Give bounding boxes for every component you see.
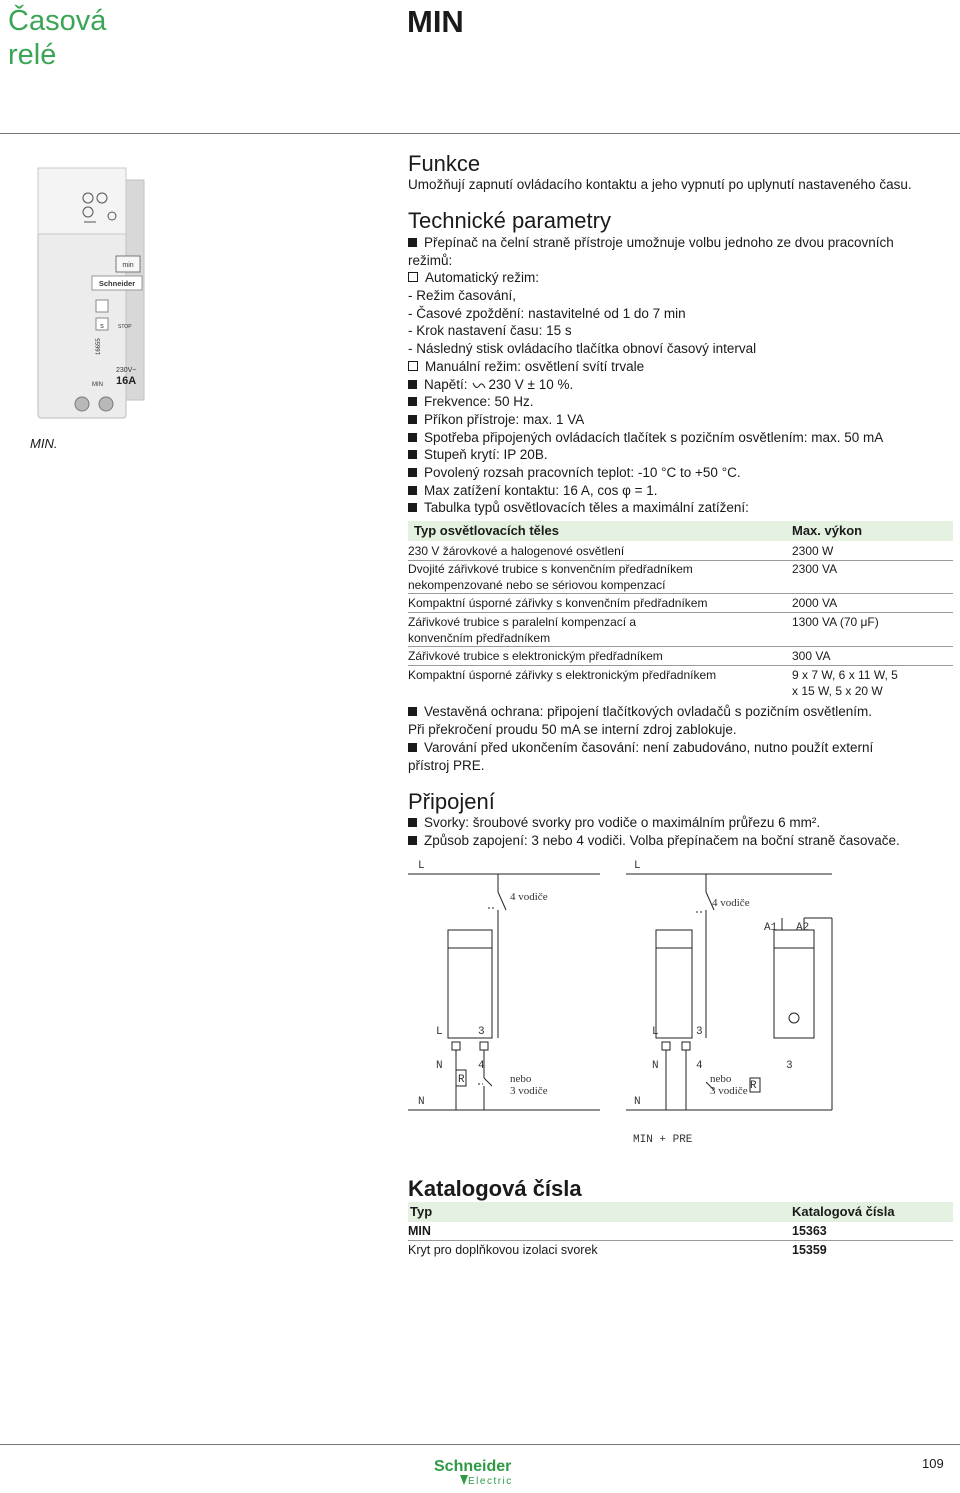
catalog-heading: Katalogová čísla [408,1176,582,1201]
diagram-right-term-3: 3 [696,1026,703,1038]
param-text: Tabulka typů osvětlovacích těles a maximální zatížení: [424,500,749,516]
param-text: Manuální režim: osvětlení svítí trvale [425,358,645,374]
param-line [408,482,953,500]
diagram-right-N: N [652,1060,659,1072]
diagram-right-3wire: 3 vodiče [710,1085,748,1097]
load-table-header-power: Max. výkon [792,523,863,538]
ac-voltage-icon [472,380,486,390]
table-row [408,1222,953,1241]
warning-line1: Varování před ukončením časování: není zabudováno, nutno použít externí [424,740,874,755]
warning-line2: přístroj PRE. [408,758,485,773]
bullet-square [408,397,417,406]
section-title-line2: relé [8,39,57,71]
photo-ref-label: 16655 [96,338,102,355]
table-row [408,595,953,613]
table-cell: 2300 VA [792,562,838,576]
bullet-square [408,707,417,716]
param-line [408,499,953,517]
table-cell: Kompaktní úsporné zářivky s elektronickým předřadníkem [408,668,717,682]
param-line [408,305,953,323]
diagram-right-R: R [750,1080,757,1092]
param-text: - Časové zpoždění: nastavitelné od 1 do 7 min [408,305,686,321]
table-cell: 2000 VA [792,596,838,610]
bullet-square [408,433,417,442]
bullet-square [408,450,417,459]
param-text: Frekvence: 50 Hz. [424,394,534,410]
diagram-left-term-3: 3 [478,1026,485,1038]
param-line [408,376,953,394]
param-text: - Režim časování, [408,288,517,304]
pripojeni-heading: Připojení [408,789,495,814]
photo-mode-label: min [122,262,134,269]
diagram-right-4wire: 4 vodiče [712,897,750,909]
diagram-right-term-L: L [652,1026,659,1038]
diagram-left-N: N [436,1060,443,1072]
param-text: Automatický režim: [425,270,540,286]
param-text: Napětí: [424,376,468,392]
table-cell: 15359 [792,1243,827,1257]
params-heading: Technické parametry [408,208,611,233]
param-line [408,322,953,340]
param-line [408,411,953,429]
photo-caption: MIN. [30,436,58,451]
table-row [408,614,953,647]
catalog-header-type: Typ [410,1204,433,1219]
table-cell: Zářivkové trubice s paralelní kompenzací a konvenčním předřadníkem [408,615,637,645]
param-text: - Následný stisk ovládacího tlačítka obnoví časový interval [408,341,757,357]
catalog-header [408,1202,953,1222]
bullet-square [408,238,417,247]
diagram-left-N-bottom: N [418,1096,425,1108]
bullet-square [408,836,417,845]
wiring-diagram-3-4-wire [408,874,600,1110]
param-text: Povolený rozsah pracovních teplot: -10 °C to +50 °C. [424,464,741,480]
load-table-header [408,521,953,541]
table-cell: Kompaktní úsporné zářivky s konvenčním předřadníkem [408,596,708,610]
diagram-right-4: 4 [696,1060,703,1072]
table-cell: 9 x 7 W, 6 x 11 W, 5 x 15 W, 5 x 20 W [792,668,898,698]
param-line [408,358,953,376]
diagram-left-nebo: nebo [510,1073,532,1085]
funkce-text: Umožňují zapnutí ovládacího kontaktu a jeho vypnutí po uplynutí nastaveného času. [408,177,912,192]
photo-model-label: MIN [92,382,103,388]
bullet-square-outline [408,361,418,371]
photo-brand-label: Schneider [98,279,136,288]
diagram-right-A1: A1 [764,922,778,934]
header-divider [0,133,960,134]
bullet-square [408,380,417,389]
table-cell: Zářivkové trubice s elektronickým předřadníkem [408,649,663,663]
product-photo [32,160,150,422]
table-row [408,648,953,666]
photo-current-label: 16A [116,375,137,387]
diagram-left-term-L: L [436,1026,443,1038]
table-row [408,667,953,699]
logo-line1: Schneider [434,1458,512,1475]
funkce-heading: Funkce [408,151,481,176]
param-line [408,464,953,482]
diagram-left-3wire: 3 vodiče [510,1085,548,1097]
pripojeni-item: Způsob zapojení: 3 nebo 4 vodiči. Volba přepínačem na boční straně časovače. [424,833,900,848]
param-text: Stupeň krytí: IP 20B. [424,447,548,463]
diagram-right-A2: A2 [796,922,810,934]
param-line [408,269,953,287]
logo-line2: Electric [468,1476,513,1487]
bullet-square-outline [408,272,418,282]
photo-set-label: s [100,323,104,330]
load-table-header-type: Typ osvětlovacích těles [414,523,559,538]
param-text: Spotřeba připojených ovládacích tlačítek s pozičním osvětlením: max. 50 mA [424,429,884,445]
diagram-left-L: L [418,860,425,872]
protection-note [408,703,953,775]
page-number: 109 [922,1456,944,1471]
footer-divider [0,1444,960,1445]
protection-line2: Při překročení proudu 50 mA se interní zdroj zablokuje. [408,722,737,737]
table-row [408,1241,953,1259]
table-cell: 230 V žárovkové a halogenové osvětlení [408,544,625,558]
photo-voltage-label: 230V~ [116,367,137,374]
bullet-square [408,486,417,495]
param-text: Příkon přístroje: max. 1 VA [424,411,585,427]
bullet-square [408,468,417,477]
diagram-right-nebo: nebo [710,1073,732,1085]
diagram-left-4: 4 [478,1060,485,1072]
table-cell: Kryt pro doplňkovou izolaci svorek [408,1243,598,1257]
table-cell: MIN [408,1224,431,1238]
diagram-left-R: R [458,1074,465,1086]
logo-mark-icon [460,1475,468,1485]
bullet-square [408,818,417,827]
table-cell: 1300 VA (70 μF) [792,615,879,629]
diagram-right-L: L [634,860,641,872]
param-line [408,234,953,252]
section-title-line1: Časová [8,5,107,37]
table-row [408,543,953,561]
table-cell: 2300 W [792,544,834,558]
pripojeni-item: Svorky: šroubové svorky pro vodiče o maximálním průřezu 6 mm². [424,815,821,830]
protection-line1: Vestavěná ochrana: připojení tlačítkových ovladačů s pozičním osvětlením. [424,704,872,719]
param-line [408,393,953,411]
param-line [408,287,953,305]
bullet-square [408,415,417,424]
catalog-header-number: Katalogová čísla [792,1204,895,1219]
table-cell: Dvojité zářivkové trubice s konvenčním předřadníkem nekompenzované nebo se sériovou kompenzací [408,562,693,592]
param-line [408,340,953,358]
param-suffix: 230 V ± 10 %. [488,376,574,392]
bullet-square [408,743,417,752]
table-row [408,561,953,594]
param-line [408,429,953,447]
table-cell: 300 VA [792,649,831,663]
diagram-caption: MIN + PRE [633,1134,693,1146]
wiring-diagram [400,852,840,1152]
params-list [408,234,953,517]
schneider-logo [434,1457,526,1487]
param-text: Přepínač na čelní straně přístroje umožnuje volbu jednoho ze dvou pracovních [424,235,894,250]
bullet-square [408,503,417,512]
param-text: - Krok nastavení času: 15 s [408,323,572,339]
diagram-right-N-bottom: N [634,1096,641,1108]
pripojeni-list [408,814,953,850]
photo-stop-label: STOP [118,324,132,330]
diagram-left-4wire: 4 vodiče [510,891,548,903]
param-text: Max zatížení kontaktu: 16 A, cos φ = 1. [424,482,658,498]
param-line [408,446,953,464]
table-cell: 15363 [792,1224,827,1238]
diagram-right-3: 3 [786,1060,793,1072]
section-title [8,4,188,72]
product-title: MIN [407,4,464,39]
param-line [408,252,953,270]
param-text: režimů: [408,252,453,268]
